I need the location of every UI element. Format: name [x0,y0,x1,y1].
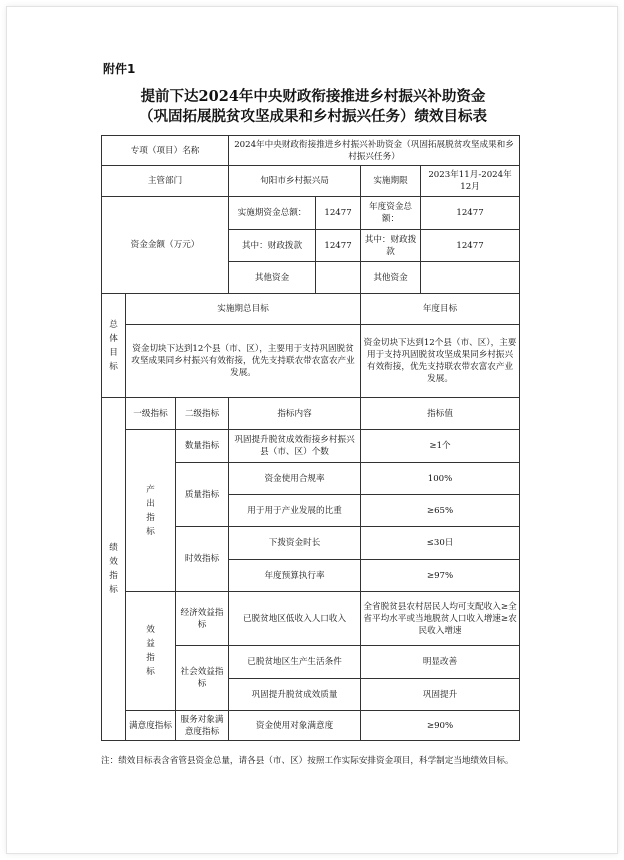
service-satisfaction-label: 服务对象满意度指标 [176,711,229,741]
project-name-label: 专项（项目）名称 [102,136,229,166]
indicator-value: ≤30日 [361,527,520,560]
indicator-value: 明显改善 [361,646,520,679]
col-level2-header: 二级指标 [176,398,229,430]
funds-annual-other-value [421,262,520,294]
period-value: 2023年11月-2024年12月 [421,166,520,197]
funds-label: 资金金额（万元） [102,197,229,294]
indicator-value: ≥65% [361,495,520,527]
col-value-header: 指标值 [361,398,520,430]
funds-annual-fiscal-label: 其中：财政拨款 [361,230,421,262]
department-value: 旬阳市乡村振兴局 [229,166,361,197]
period-goal-header: 实施期总目标 [126,294,361,325]
performance-indicators-label: 绩效指标 [102,398,126,741]
funds-fiscal-value: 12477 [316,230,361,262]
output-indicators-label: 产出指标 [126,430,176,592]
satisfaction-indicators-label: 满意度指标 [126,711,176,741]
col-level1-header: 一级指标 [126,398,176,430]
social-benefit-label: 社会效益指标 [176,646,229,711]
period-goal-text: 资金切块下达到12个县（市、区），主要用于支持巩固脱贫攻坚成果同乡村振兴有效衔接，优先支持联农带农富农产业发展。 [126,325,361,398]
indicator-value: 100% [361,463,520,495]
indicator-content: 已脱贫地区低收入人口收入 [229,592,361,646]
funds-other-label: 其他资金 [229,262,316,294]
timeliness-indicators-label: 时效指标 [176,527,229,592]
funds-annual-other-label: 其他资金 [361,262,421,294]
economic-benefit-label: 经济效益指标 [176,592,229,646]
quality-indicators-label: 质量指标 [176,463,229,527]
indicator-content: 年度预算执行率 [229,560,361,592]
indicator-content: 已脱贫地区生产生活条件 [229,646,361,679]
funds-annual-total-value: 12477 [421,197,520,230]
annual-goal-text: 资金切块下达到12个县（市、区），主要用于支持巩固脱贫攻坚成果同乡村振兴有效衔接，优先支持联农带农富农产业发展。 [361,325,520,398]
department-label: 主管部门 [102,166,229,197]
indicator-value: ≥90% [361,711,520,741]
indicator-content: 用于用于产业发展的比重 [229,495,361,527]
overall-goal-label: 总体目标 [102,294,126,398]
indicator-content: 下拨资金时长 [229,527,361,560]
indicator-content: 资金使用对象满意度 [229,711,361,741]
funds-total-value: 12477 [316,197,361,230]
funds-annual-total-label: 年度资金总额： [361,197,421,230]
funds-other-value [316,262,361,294]
document-title-line2: （巩固拓展脱贫攻坚成果和乡村振兴任务）绩效目标表 [139,108,487,125]
indicator-content: 巩固提升脱贫成效质量 [229,679,361,711]
project-name-value: 2024年中央财政衔接推进乡村振兴补助资金（巩固拓展脱贫攻坚成果和乡村振兴任务） [229,136,520,166]
funds-annual-fiscal-value: 12477 [421,230,520,262]
indicator-content: 资金使用合规率 [229,463,361,495]
indicator-value: ≥97% [361,560,520,592]
funds-total-label: 实施期资金总额： [229,197,316,230]
funds-fiscal-label: 其中：财政拨款 [229,230,316,262]
col-content-header: 指标内容 [229,398,361,430]
indicator-value: 巩固提升 [361,679,520,711]
attachment-label: 附件1 [103,62,136,76]
performance-goal-table [101,135,520,741]
quantity-indicators-label: 数量指标 [176,430,229,463]
document-title-line1: 提前下达2024年中央财政衔接推进乡村振兴补助资金 [140,88,486,105]
indicator-value: ≥1个 [361,430,520,463]
period-label: 实施期限 [361,166,421,197]
indicator-content: 巩固提升脱贫成效衔接乡村振兴县（市、区）个数 [229,430,361,463]
annual-goal-header: 年度目标 [361,294,520,325]
indicator-value: 全省脱贫县农村居民人均可支配收入≥全省平均水平或当地脱贫人口收入增速≥农民收入增速 [361,592,520,646]
footnote: 注：绩效目标表含省管县资金总量，请各县（市、区）按照工作实际安排资金项目，科学制定当地绩效目标。 [101,756,514,766]
benefit-indicators-label: 效益指标 [126,592,176,711]
